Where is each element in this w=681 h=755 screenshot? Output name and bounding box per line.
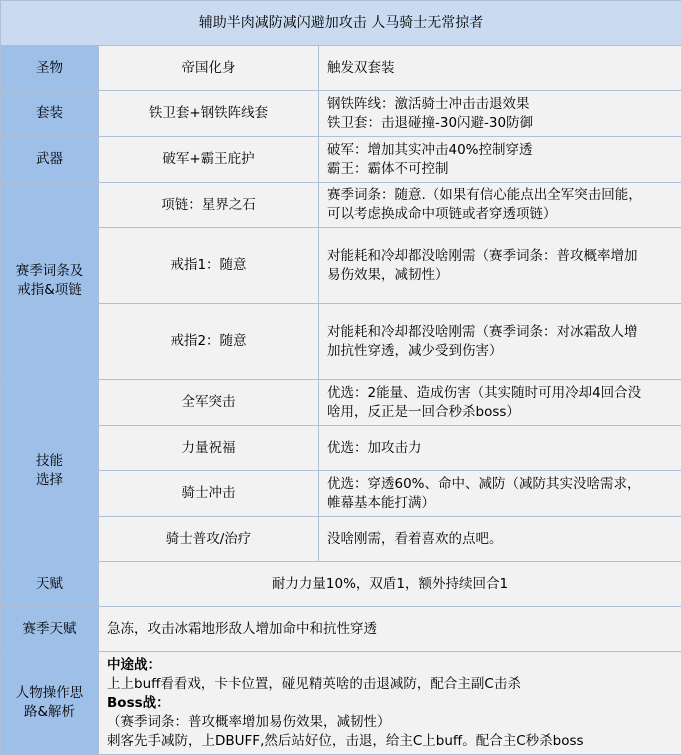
relic-label: 圣物 bbox=[1, 46, 99, 91]
skill-1-desc-line-2: 啥用，反正是一回合秒杀boss） bbox=[327, 403, 520, 420]
weapon-label: 武器 bbox=[1, 137, 99, 183]
skill-1-desc bbox=[319, 380, 681, 426]
season-talent-label: 赛季天赋 bbox=[1, 607, 99, 652]
ring2-desc bbox=[319, 304, 681, 380]
analysis-boss-heading: Boss战： bbox=[107, 694, 170, 711]
ring1-desc-line-2: 易伤效果，减韧性） bbox=[327, 266, 449, 283]
weapon-desc-line-2: 霸王：霸体不可控制 bbox=[327, 160, 449, 177]
set-desc-line-1: 钢铁阵线：激活骑士冲击击退效果 bbox=[327, 95, 530, 112]
analysis-midway-heading: 中途战： bbox=[107, 656, 161, 673]
ring1-desc-line-1: 对能耗和冷却都没啥刚需（赛季词条：普攻概率增加 bbox=[327, 247, 638, 264]
skill-3-desc-line-2: 帷幕基本能打满） bbox=[327, 494, 435, 511]
ring2-item: 戒指2：随意 bbox=[99, 304, 319, 380]
skill-3-desc bbox=[319, 471, 681, 517]
season-talent-desc: 急冻，攻击冰霜地形敌人增加命中和抗性穿透 bbox=[99, 607, 681, 652]
relic-desc: 触发双套装 bbox=[319, 46, 681, 91]
weapon-desc bbox=[319, 137, 681, 183]
skill-1-item: 全军突击 bbox=[99, 380, 319, 426]
skills-label-line-1: 技能 bbox=[36, 452, 63, 469]
set-item: 铁卫套+钢铁阵线套 bbox=[99, 91, 319, 137]
necklace-desc-line-1: 赛季词条：随意.（如果有信心能点出全军突击回能， bbox=[327, 187, 642, 203]
set-label: 套装 bbox=[1, 91, 99, 137]
skill-2-desc: 优选：加攻击力 bbox=[319, 426, 681, 471]
skill-3-item: 骑士冲击 bbox=[99, 471, 319, 517]
season-label bbox=[1, 183, 99, 380]
analysis-midway-text: 上上buff看看戏，卡卡位置，碰见精英啥的击退减防，配合主副C击杀 bbox=[107, 675, 521, 692]
skill-4-desc: 没啥刚需，看着喜欢的点吧。 bbox=[319, 517, 681, 562]
analysis-boss-text: 刺客先手减防，上DBUFF,然后站好位，击退，给主C上buff。配合主C秒杀boss bbox=[107, 732, 584, 749]
skill-1-desc-line-1: 优选：2能量、造成伤害（其实随时可用冷却4回合没 bbox=[327, 384, 642, 401]
talent-label: 天赋 bbox=[1, 562, 99, 607]
skill-2-item: 力量祝福 bbox=[99, 426, 319, 471]
analysis-desc bbox=[99, 652, 681, 755]
season-label-line-2: 戒指&项链 bbox=[17, 282, 82, 298]
skills-label-line-2: 选择 bbox=[36, 471, 63, 488]
skill-4-item: 骑士普攻/治疗 bbox=[99, 517, 319, 562]
weapon-item: 破军+霸王庇护 bbox=[99, 137, 319, 183]
necklace-desc-line-2: 可以考虑换成命中项链或者穿透项链） bbox=[327, 206, 557, 222]
talent-desc: 耐力力量10%，双盾1，额外持续回合1 bbox=[99, 562, 681, 607]
ring1-desc bbox=[319, 228, 681, 304]
set-desc-line-2: 铁卫套：击退碰撞-30闪避-30防御 bbox=[327, 114, 534, 131]
necklace-desc bbox=[319, 183, 681, 228]
analysis-boss-note: （赛季词条：普攻概率增加易伤效果，减韧性） bbox=[107, 713, 391, 730]
analysis-label-line-2: 路&解析 bbox=[23, 704, 76, 720]
ring1-item: 戒指1：随意 bbox=[99, 228, 319, 304]
analysis-label-line-1: 人物操作思 bbox=[15, 685, 84, 701]
relic-item: 帝国化身 bbox=[99, 46, 319, 91]
skills-label bbox=[1, 380, 99, 562]
ring2-desc-line-2: 加抗性穿透，减少受到伤害） bbox=[327, 342, 503, 359]
set-desc bbox=[319, 91, 681, 137]
skill-3-desc-line-1: 优选：穿透60%、命中、减防（减防其实没啥需求， bbox=[327, 475, 641, 492]
season-label-line-1: 赛季词条及 bbox=[15, 263, 84, 279]
ring2-desc-line-1: 对能耗和冷却都没啥刚需（赛季词条：对冰霜敌人增 bbox=[327, 323, 638, 340]
necklace-item: 项链：星界之石 bbox=[99, 183, 319, 228]
table-title: 辅助半肉减防减闪避加攻击 人马骑士无常掠者 bbox=[1, 1, 681, 46]
weapon-desc-line-1: 破军：增加其实冲击40%控制穿透 bbox=[327, 141, 533, 158]
analysis-label bbox=[1, 652, 99, 755]
